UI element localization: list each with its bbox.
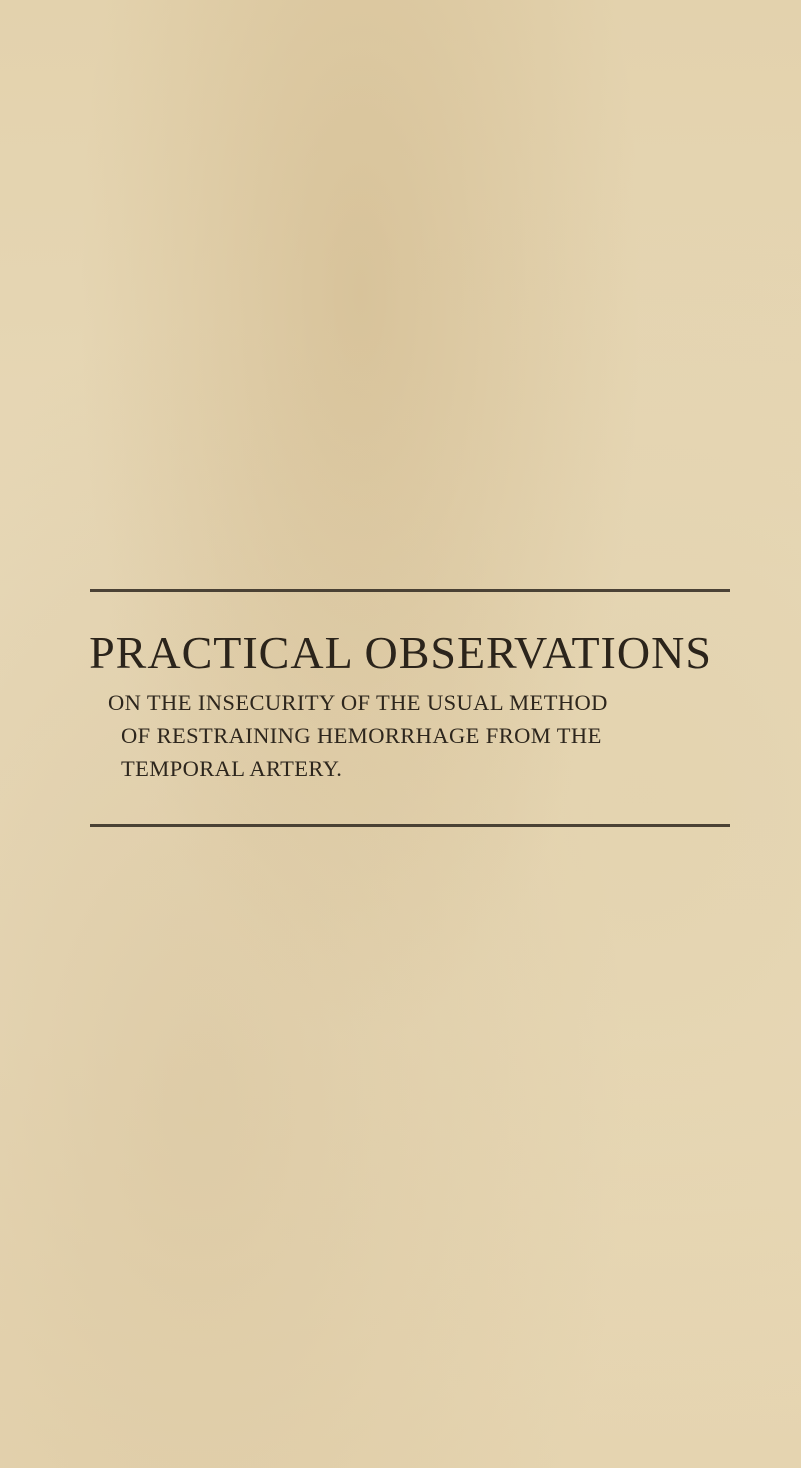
subtitle-line-1: ON THE INSECURITY OF THE USUAL METHOD xyxy=(108,690,608,715)
page-subtitle xyxy=(108,686,748,785)
page-title: PRACTICAL OBSERVATIONS xyxy=(89,627,712,678)
subtitle-line-3: TEMPORAL ARTERY. xyxy=(121,756,343,781)
subtitle-line-2: OF RESTRAINING HEMORRHAGE FROM THE xyxy=(121,723,602,748)
bottom-rule xyxy=(90,824,730,827)
top-rule xyxy=(90,589,730,592)
